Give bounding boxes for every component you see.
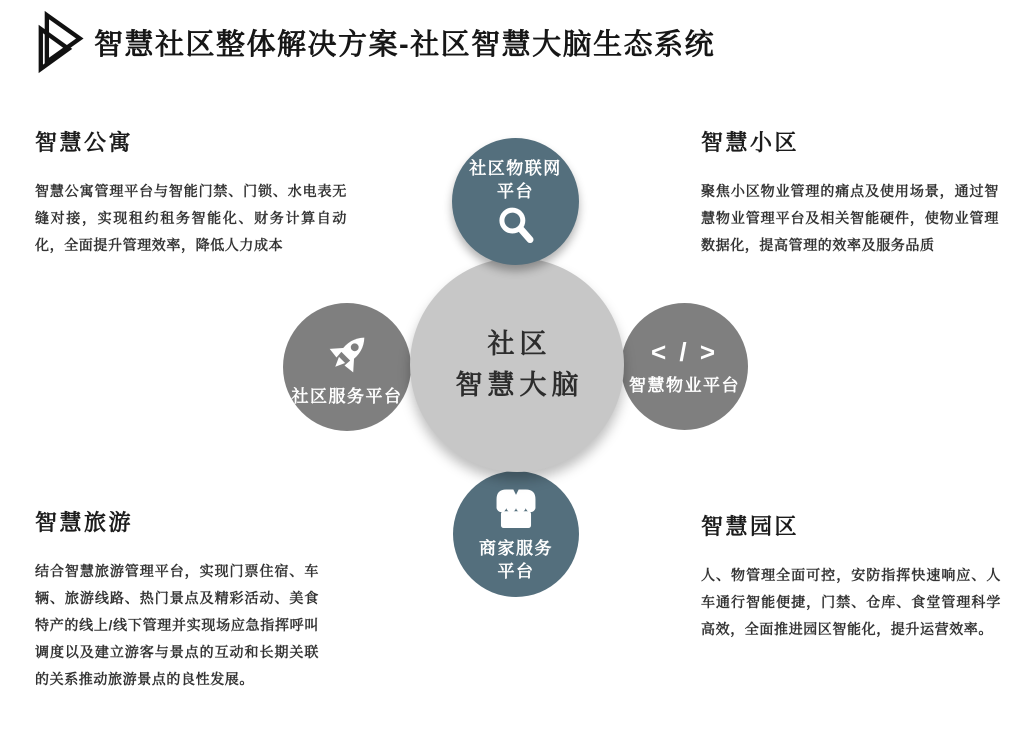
node-merchant-service-platform xyxy=(453,471,579,597)
center-label: 智慧大脑 xyxy=(455,370,584,400)
node-label: 商家服务 xyxy=(479,538,553,558)
node-label: 平台 xyxy=(497,561,535,581)
section-body: 结合智慧旅游管理平台，实现门票住宿、车辆、旅游线路、热门景点及精彩活动、美食特产的线上/线下管理并实现场应急指挥呼叫调度以及建立游客与景点的互动和长期关联的关系推动旅游景点的良性发展。 xyxy=(35,562,319,687)
section-smart-apartment xyxy=(35,129,347,259)
section-title: 智慧小区 xyxy=(701,130,800,155)
section-body: 聚焦小区物业管理的痛点及使用场景，通过智慧物业管理平台及相关智能硬件，使物业管理数据化，提高管理的效率及服务品质 xyxy=(701,182,999,253)
node-iot-platform xyxy=(452,138,579,265)
center-label: 社区 xyxy=(487,329,552,359)
section-smart-park xyxy=(701,513,1001,643)
section-smart-residential xyxy=(701,129,999,259)
section-smart-tourism xyxy=(35,509,319,693)
section-body: 智慧公寓管理平台与智能门禁、门锁、水电表无缝对接，实现租约租务智能化、财务计算自动化，全面提升管理效率，降低人力成本 xyxy=(35,182,347,253)
center-node-community-smart-brain xyxy=(410,258,624,472)
section-title: 智慧旅游 xyxy=(35,510,134,535)
section-title: 智慧公寓 xyxy=(35,130,134,155)
node-label: 社区服务平台 xyxy=(291,386,403,406)
rocket-icon xyxy=(319,327,375,385)
node-label: 平台 xyxy=(497,182,534,201)
node-label: 智慧物业平台 xyxy=(629,375,740,395)
code-icon: < / > xyxy=(650,336,719,367)
node-label: 社区物联网 xyxy=(469,159,562,178)
storefront-icon xyxy=(489,486,543,537)
page-title: 智慧社区整体解决方案-社区智慧大脑生态系统 xyxy=(94,28,716,61)
section-title: 智慧园区 xyxy=(701,514,800,539)
logo-icon xyxy=(33,10,85,74)
node-property-platform xyxy=(621,303,748,430)
section-body: 人、物管理全面可控，安防指挥快速响应、人车通行智能便捷，门禁、仓库、食堂管理科学高效，全面推进园区智能化，提升运营效率。 xyxy=(701,566,1001,637)
header xyxy=(33,10,715,74)
node-community-service-platform xyxy=(283,303,411,431)
search-icon xyxy=(493,206,539,246)
